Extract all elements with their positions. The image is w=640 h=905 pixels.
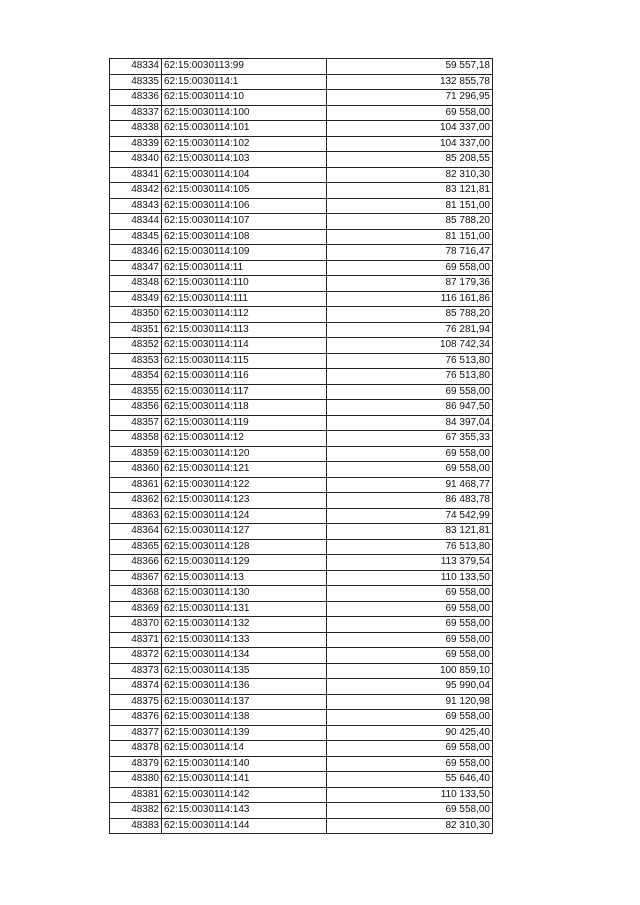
row-number-cell: 48348 — [110, 276, 162, 292]
cadastral-number-cell: 62:15:0030114:106 — [162, 198, 327, 214]
row-number-cell: 48371 — [110, 632, 162, 648]
cadastral-number-cell: 62:15:0030114:14 — [162, 741, 327, 757]
table-row — [110, 462, 493, 478]
table-row — [110, 353, 493, 369]
table-body — [110, 59, 493, 834]
cadastral-number-cell: 62:15:0030114:117 — [162, 384, 327, 400]
row-number-cell: 48347 — [110, 260, 162, 276]
cadastral-number-cell: 62:15:0030114:135 — [162, 663, 327, 679]
row-number-cell: 48340 — [110, 152, 162, 168]
row-number-cell: 48361 — [110, 477, 162, 493]
cadastral-number-cell: 62:15:0030114:139 — [162, 725, 327, 741]
amount-cell: 91 468,77 — [327, 477, 493, 493]
row-number-cell: 48380 — [110, 772, 162, 788]
cadastral-number-cell: 62:15:0030114:137 — [162, 694, 327, 710]
amount-cell: 76 513,80 — [327, 369, 493, 385]
cadastral-number-cell: 62:15:0030113:99 — [162, 59, 327, 75]
cadastral-number-cell: 62:15:0030114:118 — [162, 400, 327, 416]
table-row — [110, 338, 493, 354]
table-row — [110, 307, 493, 323]
row-number-cell: 48349 — [110, 291, 162, 307]
table-row — [110, 214, 493, 230]
cadastral-number-cell: 62:15:0030114:114 — [162, 338, 327, 354]
row-number-cell: 48339 — [110, 136, 162, 152]
cadastral-number-cell: 62:15:0030114:13 — [162, 570, 327, 586]
cadastral-number-cell: 62:15:0030114:131 — [162, 601, 327, 617]
amount-cell: 108 742,34 — [327, 338, 493, 354]
row-number-cell: 48363 — [110, 508, 162, 524]
row-number-cell: 48350 — [110, 307, 162, 323]
cadastral-number-cell: 62:15:0030114:138 — [162, 710, 327, 726]
amount-cell: 82 310,30 — [327, 818, 493, 834]
cadastral-number-cell: 62:15:0030114:107 — [162, 214, 327, 230]
row-number-cell: 48360 — [110, 462, 162, 478]
row-number-cell: 48341 — [110, 167, 162, 183]
amount-cell: 69 558,00 — [327, 446, 493, 462]
table-row — [110, 229, 493, 245]
row-number-cell: 48374 — [110, 679, 162, 695]
amount-cell: 69 558,00 — [327, 648, 493, 664]
amount-cell: 86 947,50 — [327, 400, 493, 416]
cadastral-number-cell: 62:15:0030114:1 — [162, 74, 327, 90]
amount-cell: 78 716,47 — [327, 245, 493, 261]
amount-cell: 67 355,33 — [327, 431, 493, 447]
cadastral-number-cell: 62:15:0030114:112 — [162, 307, 327, 323]
amount-cell: 69 558,00 — [327, 756, 493, 772]
amount-cell: 110 133,50 — [327, 570, 493, 586]
table-row — [110, 710, 493, 726]
row-number-cell: 48342 — [110, 183, 162, 199]
table-row — [110, 167, 493, 183]
amount-cell: 82 310,30 — [327, 167, 493, 183]
cadastral-number-cell: 62:15:0030114:105 — [162, 183, 327, 199]
row-number-cell: 48376 — [110, 710, 162, 726]
cadastral-number-cell: 62:15:0030114:108 — [162, 229, 327, 245]
cadastral-number-cell: 62:15:0030114:128 — [162, 539, 327, 555]
table-row — [110, 322, 493, 338]
data-table — [109, 58, 493, 834]
amount-cell: 69 558,00 — [327, 105, 493, 121]
table-row — [110, 121, 493, 137]
amount-cell: 76 513,80 — [327, 353, 493, 369]
amount-cell: 69 558,00 — [327, 260, 493, 276]
cadastral-number-cell: 62:15:0030114:110 — [162, 276, 327, 292]
cadastral-number-cell: 62:15:0030114:120 — [162, 446, 327, 462]
cadastral-number-cell: 62:15:0030114:12 — [162, 431, 327, 447]
table-row — [110, 756, 493, 772]
row-number-cell: 48358 — [110, 431, 162, 447]
amount-cell: 55 646,40 — [327, 772, 493, 788]
row-number-cell: 48335 — [110, 74, 162, 90]
table-row — [110, 570, 493, 586]
cadastral-number-cell: 62:15:0030114:140 — [162, 756, 327, 772]
row-number-cell: 48344 — [110, 214, 162, 230]
row-number-cell: 48383 — [110, 818, 162, 834]
row-number-cell: 48365 — [110, 539, 162, 555]
row-number-cell: 48381 — [110, 787, 162, 803]
row-number-cell: 48372 — [110, 648, 162, 664]
row-number-cell: 48352 — [110, 338, 162, 354]
amount-cell: 71 296,95 — [327, 90, 493, 106]
amount-cell: 69 558,00 — [327, 632, 493, 648]
table-row — [110, 787, 493, 803]
row-number-cell: 48364 — [110, 524, 162, 540]
table-row — [110, 183, 493, 199]
table-row — [110, 105, 493, 121]
table-row — [110, 431, 493, 447]
row-number-cell: 48337 — [110, 105, 162, 121]
amount-cell: 84 397,04 — [327, 415, 493, 431]
row-number-cell: 48346 — [110, 245, 162, 261]
table-row — [110, 586, 493, 602]
amount-cell: 104 337,00 — [327, 121, 493, 137]
amount-cell: 69 558,00 — [327, 462, 493, 478]
row-number-cell: 48379 — [110, 756, 162, 772]
row-number-cell: 48351 — [110, 322, 162, 338]
table-row — [110, 198, 493, 214]
cadastral-number-cell: 62:15:0030114:103 — [162, 152, 327, 168]
table-row — [110, 508, 493, 524]
cadastral-number-cell: 62:15:0030114:130 — [162, 586, 327, 602]
cadastral-number-cell: 62:15:0030114:111 — [162, 291, 327, 307]
amount-cell: 95 990,04 — [327, 679, 493, 695]
row-number-cell: 48368 — [110, 586, 162, 602]
table-row — [110, 90, 493, 106]
cadastral-number-cell: 62:15:0030114:142 — [162, 787, 327, 803]
table-row — [110, 291, 493, 307]
amount-cell: 81 151,00 — [327, 198, 493, 214]
table-row — [110, 276, 493, 292]
table-row — [110, 400, 493, 416]
row-number-cell: 48357 — [110, 415, 162, 431]
amount-cell: 76 513,80 — [327, 539, 493, 555]
table-row — [110, 74, 493, 90]
table-row — [110, 725, 493, 741]
amount-cell: 87 179,36 — [327, 276, 493, 292]
amount-cell: 83 121,81 — [327, 183, 493, 199]
amount-cell: 104 337,00 — [327, 136, 493, 152]
cadastral-number-cell: 62:15:0030114:100 — [162, 105, 327, 121]
table-row — [110, 384, 493, 400]
cadastral-number-cell: 62:15:0030114:115 — [162, 353, 327, 369]
amount-cell: 91 120,98 — [327, 694, 493, 710]
amount-cell: 74 542,99 — [327, 508, 493, 524]
row-number-cell: 48366 — [110, 555, 162, 571]
row-number-cell: 48377 — [110, 725, 162, 741]
table-row — [110, 818, 493, 834]
amount-cell: 76 281,94 — [327, 322, 493, 338]
row-number-cell: 48375 — [110, 694, 162, 710]
cadastral-number-cell: 62:15:0030114:104 — [162, 167, 327, 183]
cadastral-number-cell: 62:15:0030114:134 — [162, 648, 327, 664]
row-number-cell: 48362 — [110, 493, 162, 509]
row-number-cell: 48334 — [110, 59, 162, 75]
amount-cell: 69 558,00 — [327, 741, 493, 757]
cadastral-number-cell: 62:15:0030114:119 — [162, 415, 327, 431]
table-row — [110, 524, 493, 540]
cadastral-number-cell: 62:15:0030114:113 — [162, 322, 327, 338]
cadastral-number-cell: 62:15:0030114:109 — [162, 245, 327, 261]
row-number-cell: 48338 — [110, 121, 162, 137]
amount-cell: 113 379,54 — [327, 555, 493, 571]
cadastral-number-cell: 62:15:0030114:116 — [162, 369, 327, 385]
table-row — [110, 446, 493, 462]
amount-cell: 69 558,00 — [327, 601, 493, 617]
table-row — [110, 741, 493, 757]
table-row — [110, 601, 493, 617]
table-row — [110, 803, 493, 819]
table-row — [110, 369, 493, 385]
amount-cell: 69 558,00 — [327, 803, 493, 819]
row-number-cell: 48343 — [110, 198, 162, 214]
amount-cell: 85 208,55 — [327, 152, 493, 168]
cadastral-number-cell: 62:15:0030114:136 — [162, 679, 327, 695]
cadastral-number-cell: 62:15:0030114:143 — [162, 803, 327, 819]
table-row — [110, 694, 493, 710]
amount-cell: 132 855,78 — [327, 74, 493, 90]
table-row — [110, 648, 493, 664]
row-number-cell: 48369 — [110, 601, 162, 617]
cadastral-number-cell: 62:15:0030114:101 — [162, 121, 327, 137]
cadastral-number-cell: 62:15:0030114:127 — [162, 524, 327, 540]
row-number-cell: 48353 — [110, 353, 162, 369]
row-number-cell: 48367 — [110, 570, 162, 586]
cadastral-number-cell: 62:15:0030114:144 — [162, 818, 327, 834]
row-number-cell: 48356 — [110, 400, 162, 416]
row-number-cell: 48345 — [110, 229, 162, 245]
row-number-cell: 48370 — [110, 617, 162, 633]
table-row — [110, 555, 493, 571]
cadastral-number-cell: 62:15:0030114:123 — [162, 493, 327, 509]
table-row — [110, 152, 493, 168]
amount-cell: 69 558,00 — [327, 384, 493, 400]
amount-cell: 81 151,00 — [327, 229, 493, 245]
cadastral-number-cell: 62:15:0030114:102 — [162, 136, 327, 152]
table-row — [110, 539, 493, 555]
amount-cell: 110 133,50 — [327, 787, 493, 803]
table-row — [110, 493, 493, 509]
amount-cell: 69 558,00 — [327, 617, 493, 633]
cadastral-number-cell: 62:15:0030114:141 — [162, 772, 327, 788]
row-number-cell: 48354 — [110, 369, 162, 385]
cadastral-number-cell: 62:15:0030114:132 — [162, 617, 327, 633]
amount-cell: 85 788,20 — [327, 307, 493, 323]
table-row — [110, 617, 493, 633]
table-row — [110, 772, 493, 788]
cadastral-number-cell: 62:15:0030114:124 — [162, 508, 327, 524]
cadastral-number-cell: 62:15:0030114:129 — [162, 555, 327, 571]
table-row — [110, 136, 493, 152]
table-row — [110, 59, 493, 75]
amount-cell: 69 558,00 — [327, 586, 493, 602]
table-row — [110, 260, 493, 276]
cadastral-number-cell: 62:15:0030114:10 — [162, 90, 327, 106]
amount-cell: 86 483,78 — [327, 493, 493, 509]
table-row — [110, 477, 493, 493]
amount-cell: 59 557,18 — [327, 59, 493, 75]
table-row — [110, 415, 493, 431]
table-row — [110, 245, 493, 261]
amount-cell: 100 859,10 — [327, 663, 493, 679]
row-number-cell: 48336 — [110, 90, 162, 106]
cadastral-number-cell: 62:15:0030114:122 — [162, 477, 327, 493]
row-number-cell: 48355 — [110, 384, 162, 400]
amount-cell: 69 558,00 — [327, 710, 493, 726]
amount-cell: 83 121,81 — [327, 524, 493, 540]
row-number-cell: 48378 — [110, 741, 162, 757]
amount-cell: 85 788,20 — [327, 214, 493, 230]
row-number-cell: 48382 — [110, 803, 162, 819]
cadastral-number-cell: 62:15:0030114:11 — [162, 260, 327, 276]
table-row — [110, 679, 493, 695]
table-row — [110, 632, 493, 648]
amount-cell: 116 161,86 — [327, 291, 493, 307]
amount-cell: 90 425,40 — [327, 725, 493, 741]
cadastral-number-cell: 62:15:0030114:133 — [162, 632, 327, 648]
row-number-cell: 48373 — [110, 663, 162, 679]
table-row — [110, 663, 493, 679]
row-number-cell: 48359 — [110, 446, 162, 462]
cadastral-number-cell: 62:15:0030114:121 — [162, 462, 327, 478]
